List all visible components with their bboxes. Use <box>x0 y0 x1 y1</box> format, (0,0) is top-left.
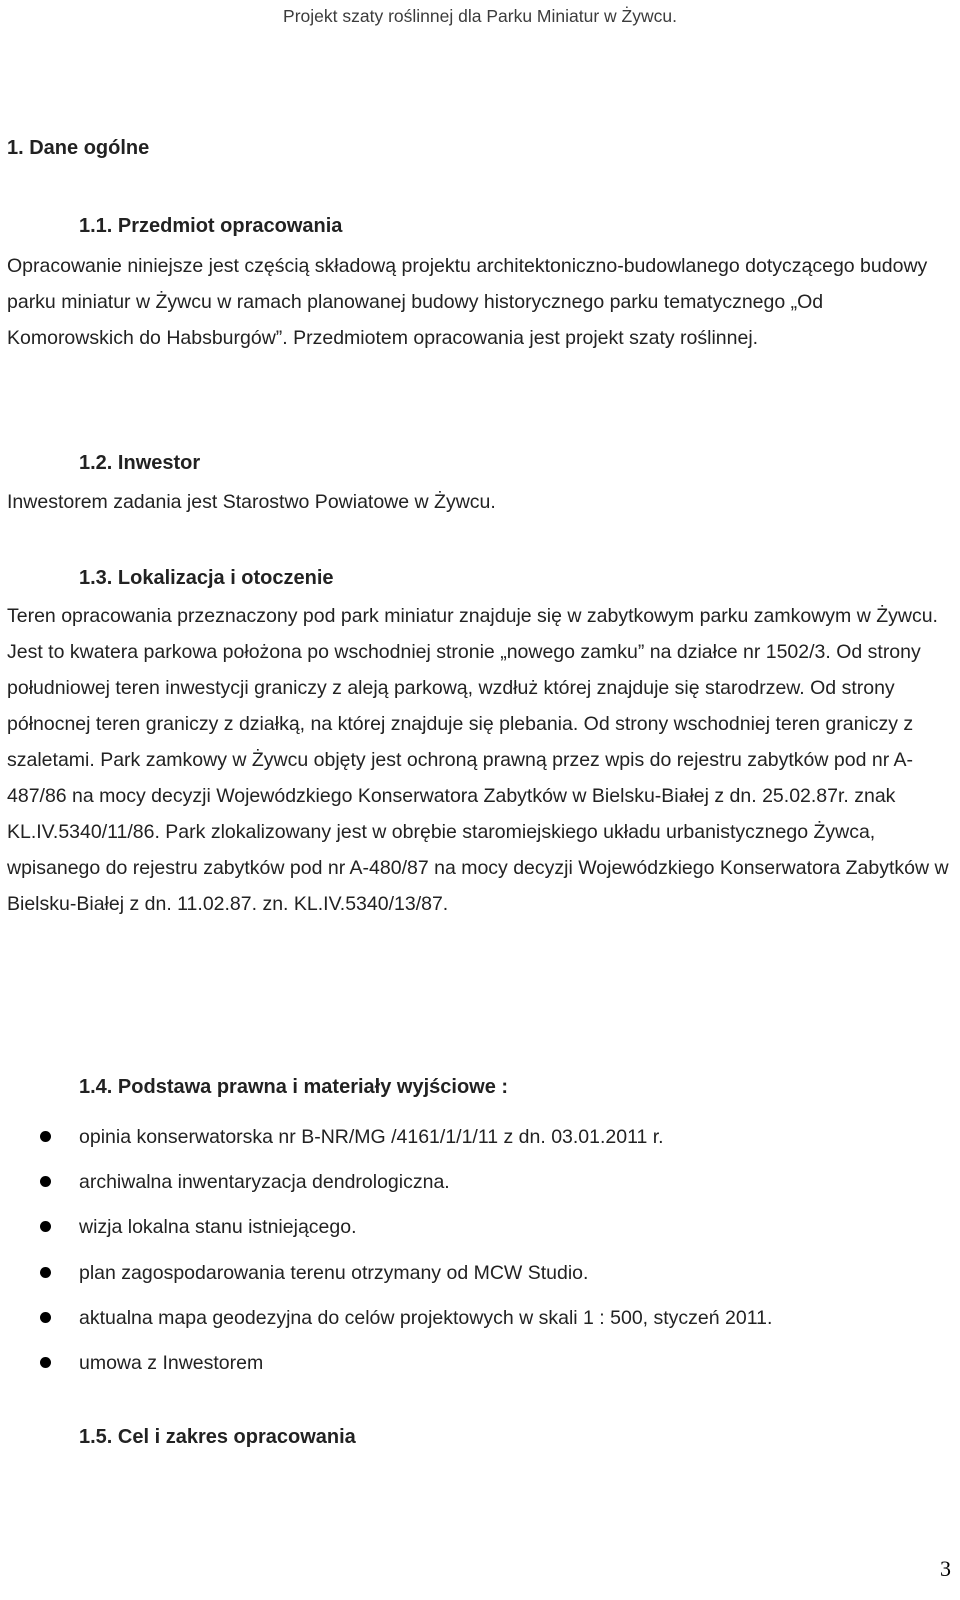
list-item <box>0 1307 960 1352</box>
materials-list <box>0 1126 960 1397</box>
section-1-2-paragraph: Inwestorem zadania jest Starostwo Powiatowe w Żywcu. <box>7 491 496 513</box>
section-1-3-heading: 1.3. Lokalizacja i otoczenie <box>79 567 334 589</box>
bullet-icon <box>40 1221 51 1232</box>
list-item-text: wizja lokalna stanu istniejącego. <box>79 1216 357 1239</box>
section-1-4-heading: 1.4. Podstawa prawna i materiały wyjściowe : <box>79 1076 509 1098</box>
section-1-2-heading: 1.2. Inwestor <box>79 452 201 474</box>
list-item <box>0 1352 960 1397</box>
section-1-1-heading: 1.1. Przedmiot opracowania <box>79 215 343 237</box>
bullet-icon <box>40 1131 51 1142</box>
section-1-1-paragraph: Opracowanie niniejsze jest częścią składową projektu architektoniczno-budowlanego dotyczącego budowy parku miniatur w Żywcu w ramach planowanej budowy historycznego parku tematycznego „Od Komorowskich do Habsburgów”. Przedmiotem opracowania jest projekt szaty roślinnej. <box>7 255 928 349</box>
list-item-text: plan zagospodarowania terenu otrzymany od MCW Studio. <box>79 1261 589 1284</box>
list-item <box>0 1262 960 1307</box>
list-item <box>0 1171 960 1216</box>
section-1-3-paragraph: Teren opracowania przeznaczony pod park miniatur znajduje się w zabytkowym parku zamkowym w Żywcu. Jest to kwatera parkowa położona po wschodniej stronie „nowego zamku” na działce nr 1502/3. Od strony południowej teren inwestycji graniczy z aleją parkową, wzdłuż której znajduje się starodrzew. Od strony północnej teren graniczy z działką, na której znajduje się plebania. Od strony wschodniej teren graniczy z szaletami. Park zamkowy w Żywcu objęty jest ochroną prawną przez wpis do rejestru zabytków pod nr A-487/86 na mocy decyzji Wojewódzkiego Konserwatora Zabytków w Bielsku-Białej z dn. 25.02.87r. znak KL.IV.5340/11/86. Park zlokalizowany jest w obrębie staromiejskiego układu urbanistycznego Żywca, wpisanego do rejestru zabytków pod nr A-480/87 na mocy decyzji Wojewódzkiego Konserwatora Zabytków w Bielsku-Białej z dn. 11.02.87. zn. KL.IV.5340/13/87. <box>7 605 949 915</box>
list-item-text: archiwalna inwentaryzacja dendrologiczna. <box>79 1171 450 1194</box>
list-item-text: umowa z Inwestorem <box>79 1351 264 1374</box>
section-1-5-heading: 1.5. Cel i zakres opracowania <box>79 1426 356 1448</box>
bullet-icon <box>40 1357 51 1368</box>
bullet-icon <box>40 1312 51 1323</box>
list-item <box>0 1126 960 1171</box>
bullet-icon <box>40 1267 51 1278</box>
section-1-heading: 1. Dane ogólne <box>7 137 150 159</box>
bullet-icon <box>40 1176 51 1187</box>
list-item <box>0 1216 960 1261</box>
page-number: 3 <box>940 1556 951 1581</box>
list-item-text: aktualna mapa geodezyjna do celów projektowych w skali 1 : 500, styczeń 2011. <box>79 1306 773 1329</box>
list-item-text: opinia konserwatorska nr B-NR/MG /4161/1/1/11 z dn. 03.01.2011 r. <box>79 1126 664 1148</box>
running-header: Projekt szaty roślinnej dla Parku Miniatur w Żywcu. <box>283 6 677 26</box>
